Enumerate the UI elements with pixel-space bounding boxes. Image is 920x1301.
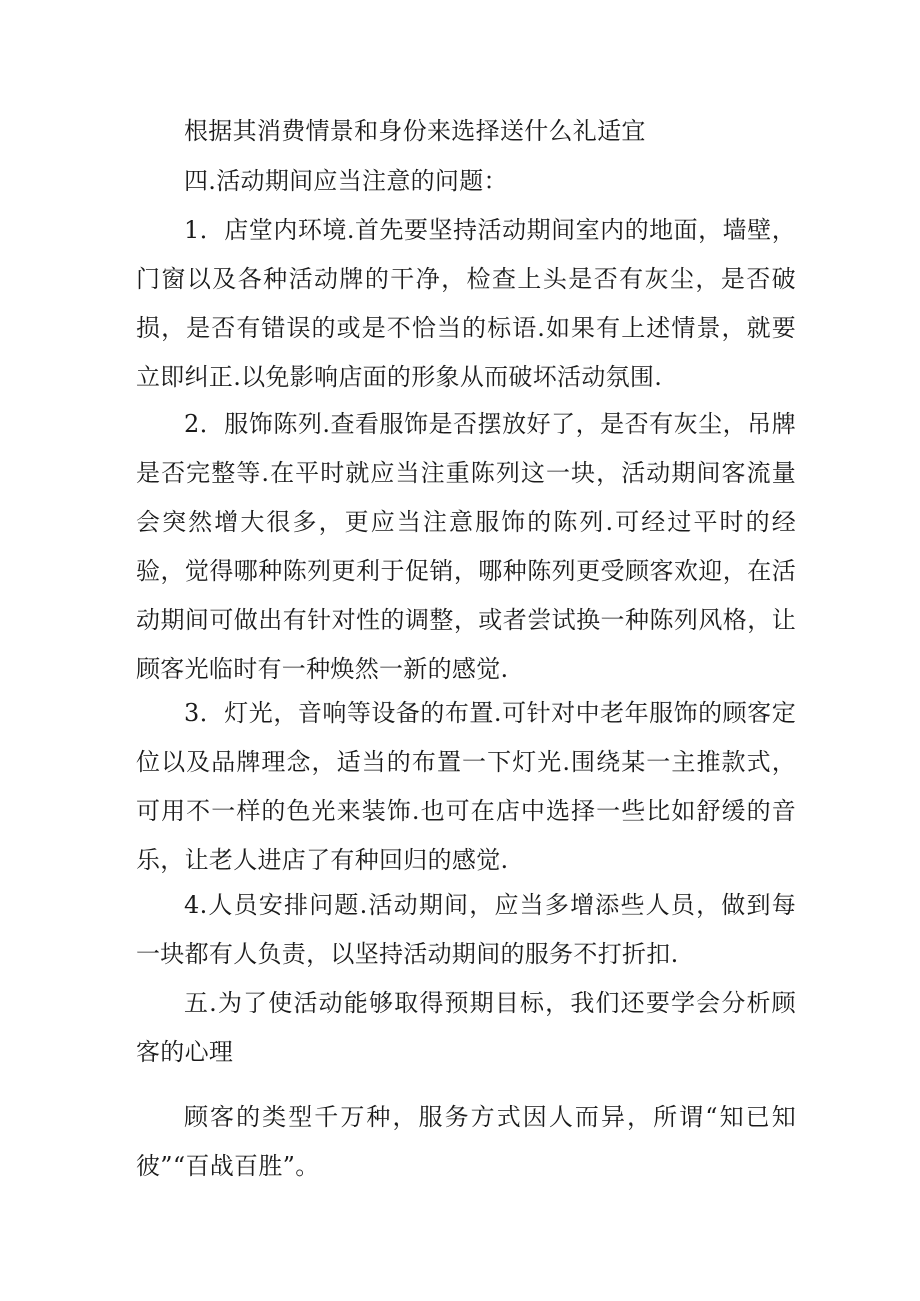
heading-section-five: 五.为了使活动能够取得预期目标，我们还要学会分析顾客的心理 <box>136 989 796 1066</box>
paragraph-clothing-display: 2．服饰陈列.查看服饰是否摆放好了，是否有灰尘，吊牌是否完整等.在平时就应当注重陈列这一块，活动期间客流量会突然增大很多，更应当注意服饰的陈列.可经过平时的经验，觉得哪种陈列更利于促销，哪种陈列更受顾客欢迎，在活动期间可做出有针对性的调整，或者尝试换一种陈列风格，让顾客光临时有一种焕然一新的感觉. <box>136 410 796 683</box>
paragraph-lighting-audio: 3．灯光，音响等设备的布置.可针对中老年服饰的顾客定位以及品牌理念，适当的布置一下灯光.围绕某一主推款式，可用不一样的色光来装饰.也可在店中选择一些比如舒缓的音乐，让老人进店了有种回归的感觉. <box>136 699 796 874</box>
paragraph-store-environment: 1．店堂内环境.首先要坚持活动期间室内的地面，墙壁，门窗以及各种活动牌的干净，检查上头是否有灰尘，是否破损，是否有错误的或是不恰当的标语.如果有上述情景，就要立即纠正.以免影响店面的形象从而破坏活动氛围. <box>136 216 796 391</box>
paragraph-gift-selection: 根据其消费情景和身份来选择送什么礼适宜 <box>184 117 646 145</box>
heading-section-four: 四.活动期间应当注意的问题： <box>184 167 508 195</box>
paragraph-staffing: 4.人员安排问题.活动期间，应当多增添些人员，做到每一块都有人负责，以坚持活动期间的服务不打折扣. <box>136 891 796 968</box>
paragraph-customer-types: 顾客的类型千万种，服务方式因人而异，所谓“知已知彼”“百战百胜”。 <box>136 1103 796 1180</box>
